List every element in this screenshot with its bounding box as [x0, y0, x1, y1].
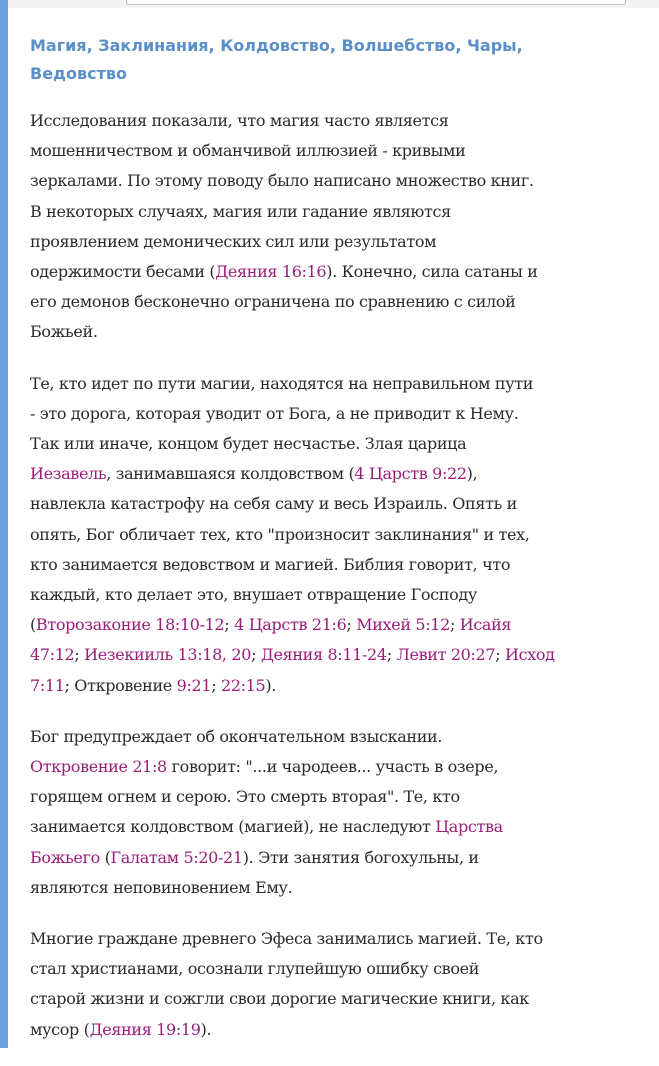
text-line: мошенничеством и обманчивой иллюзией - кривыми	[30, 141, 466, 161]
text-line: Исследования показали, что магия часто является	[30, 111, 449, 130]
scripture-link-acts-19-19[interactable]: Деяния 19:19	[89, 1019, 201, 1039]
scripture-link-exodus-7-11[interactable]: Исход	[504, 645, 555, 665]
scripture-link-revelation-22-15[interactable]: 22:15	[220, 675, 266, 695]
text-line: навлекла катастрофу на себя саму и весь Израиль. Опять и	[30, 494, 517, 514]
scripture-link-revelation-21-8[interactable]: Откровение 21:8	[30, 757, 167, 777]
kingdom-of-god-link[interactable]: Царства	[435, 817, 503, 837]
text-line: каждый, кто делает это, внушает отвращение Господу	[30, 585, 477, 605]
text-span: ).	[200, 1019, 212, 1039]
text-span: ;	[251, 645, 261, 665]
text-span: занимается колдовством (магией), не наследуют	[30, 817, 436, 837]
text-line	[30, 812, 645, 842]
left-accent-bar	[0, 0, 8, 1048]
text-span: одержимости бесами (	[30, 262, 216, 282]
top-toolbar-strip	[8, 0, 659, 8]
scripture-link-exodus-7-11[interactable]: 7:11	[30, 675, 65, 695]
text-line: Те, кто идет по пути магии, находятся на неправильном пути	[30, 373, 534, 393]
jezebel-link[interactable]: Иезавель	[30, 464, 107, 484]
scripture-link-micah-5-12[interactable]: Михей 5:12	[356, 615, 450, 635]
text-span: ; Откровение	[64, 675, 177, 695]
heading-line-1: Магия, Заклинания, Колдовство, Волшебство, Чары,	[30, 36, 523, 55]
text-line: Божьей.	[30, 322, 98, 342]
scripture-link-galatians-5-20[interactable]: Галатам 5:20-21	[110, 847, 243, 867]
text-line: Бог предупреждает об окончательном взыскании.	[30, 726, 443, 746]
scripture-link-2kings-21-6[interactable]: 4 Царств 21:6	[234, 615, 347, 635]
scripture-link-deut-18-10[interactable]: Второзаконие 18:10-12	[35, 615, 225, 635]
text-line: Так или иначе, концом будет несчастье. Злая царица	[30, 434, 467, 454]
text-span: ). Конечно, сила сатаны и	[326, 262, 538, 282]
text-span: ). Эти занятия богохульны, и	[242, 847, 479, 867]
scripture-link-leviticus-20-27[interactable]: Левит 20:27	[396, 645, 496, 665]
text-span: ),	[466, 464, 478, 484]
text-span: ;	[224, 615, 235, 635]
text-span: ;	[495, 645, 505, 665]
text-span: (	[99, 847, 111, 867]
paragraph-4	[30, 924, 645, 1045]
paragraph-3	[30, 722, 645, 903]
text-line	[30, 1015, 645, 1045]
text-line	[30, 610, 645, 640]
text-span: говорит: "...и чародеев... участь в озере,	[166, 757, 499, 777]
text-line: стал христианами, осознали глупейшую ошибку своей	[30, 959, 480, 979]
text-line	[30, 640, 645, 670]
text-span: мусор (	[30, 1019, 90, 1039]
text-line	[30, 459, 645, 489]
text-line	[30, 671, 645, 701]
text-span: ;	[449, 615, 460, 635]
text-line: являются неповиновением Ему.	[30, 877, 293, 897]
text-span: (	[30, 615, 36, 635]
text-line	[30, 843, 645, 873]
text-line: Многие граждане древнего Эфеса занимались магией. Те, кто	[30, 929, 543, 949]
text-span: , занимавшаяся колдовством (	[106, 464, 355, 484]
text-span: ;	[211, 675, 221, 695]
scripture-link-2kings-9-22[interactable]: 4 Царств 9:22	[354, 464, 467, 484]
scripture-link-ezekiel-13-18[interactable]: Иезекииль 13:18, 20	[84, 645, 252, 665]
scripture-link-acts-16-16[interactable]: Деяния 16:16	[215, 262, 327, 282]
text-line: В некоторых случаях, магия или гадание являются	[30, 201, 451, 221]
search-input[interactable]	[126, 0, 626, 5]
kingdom-of-god-link[interactable]: Божьего	[30, 847, 100, 867]
text-line: его демонов бесконечно ограничена по сравнению с силой	[30, 292, 516, 312]
text-line	[30, 257, 645, 287]
article-content	[30, 32, 645, 1066]
text-line: горящем огнем и серою. Это смерть вторая". Те, кто	[30, 787, 460, 807]
paragraph-1	[30, 106, 645, 348]
text-line: зеркалами. По этому поводу было написано множество книг.	[30, 171, 534, 191]
text-line: кто занимается ведовством и магией. Библия говорит, что	[30, 554, 511, 574]
section-heading	[30, 32, 645, 88]
text-line: старой жизни и сожгли свои дорогие магические книги, как	[30, 989, 529, 1009]
paragraph-2	[30, 369, 645, 701]
heading-line-2: Ведовство	[30, 64, 127, 83]
scripture-link-acts-8-11[interactable]: Деяния 8:11-24	[260, 645, 387, 665]
text-line: проявлением демонических сил или результатом	[30, 231, 437, 251]
text-line: - это дорога, которая уводит от Бога, а не приводит к Нему.	[30, 403, 519, 423]
scripture-link-isaiah-47-12[interactable]: 47:12	[30, 645, 75, 665]
text-span: ;	[346, 615, 357, 635]
scripture-link-revelation-9-21[interactable]: 9:21	[176, 675, 212, 695]
scripture-link-isaiah-47-12[interactable]: Исайя	[459, 615, 512, 635]
text-span: ).	[265, 675, 276, 695]
text-span: ;	[74, 645, 85, 665]
text-line: опять, Бог обличает тех, кто "произносит заклинания" и тех,	[30, 524, 530, 544]
text-span: ;	[386, 645, 397, 665]
text-line	[30, 752, 645, 782]
